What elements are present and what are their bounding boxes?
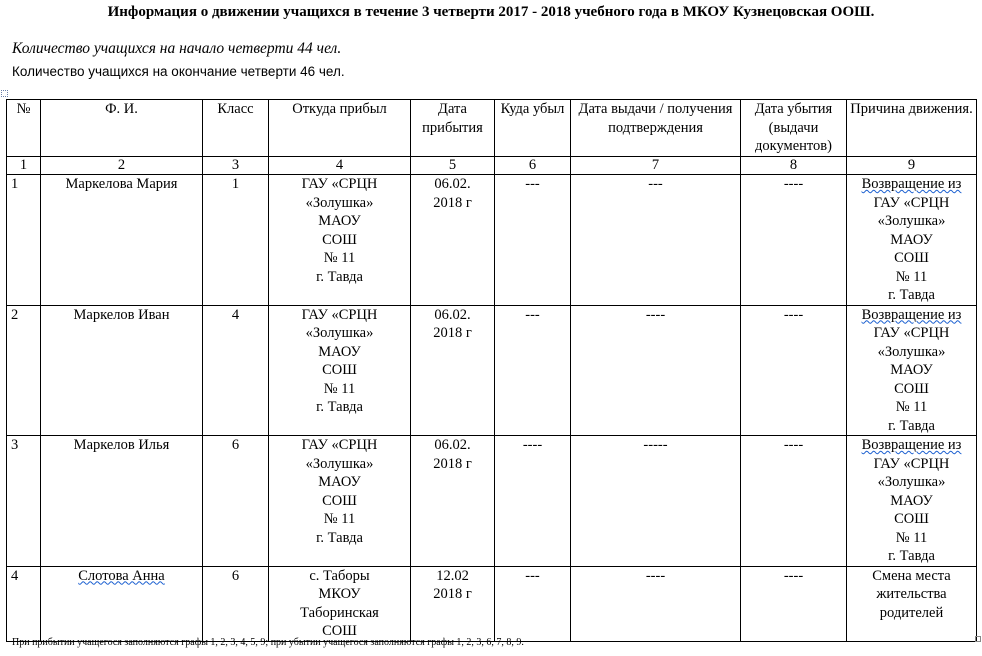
departure-date-cell: ---- (741, 175, 847, 306)
movement-reason-cell-line: Возвращение из (861, 176, 962, 192)
header-row (7, 100, 977, 157)
movement-reason-cell (847, 175, 977, 306)
arrived-from-cell-line: ГАУ «СРЦН (301, 176, 378, 192)
row-number-cell: 2 (7, 305, 41, 436)
table-row (7, 436, 977, 567)
movement-reason-cell-line: № 11 (895, 268, 928, 285)
confirmation-date-cell: ---- (571, 566, 741, 641)
movement-reason-cell (847, 436, 977, 567)
movement-reason-cell-line: МАОУ (890, 362, 933, 378)
movement-table (6, 99, 977, 642)
column-number: 9 (847, 157, 977, 175)
movement-reason-cell-line: Возвращение из (861, 306, 962, 323)
movement-reason-cell-line: № 11 (895, 399, 928, 415)
movement-reason-cell-line: г. Тавда (888, 417, 935, 434)
departure-date-cell: ---- (741, 305, 847, 436)
arrived-from-cell-line: «Золушка» (305, 194, 374, 211)
movement-reason-cell-line: «Золушка» (877, 474, 946, 490)
arrival-date-cell (411, 175, 495, 306)
arrived-from-cell-line: СОШ (322, 492, 357, 509)
movement-reason-cell-line: «Золушка» (877, 213, 946, 229)
movement-reason-cell (847, 566, 977, 641)
arrival-date-cell (411, 566, 495, 641)
movement-reason-cell-line: СОШ (894, 250, 929, 266)
footnote: При прибытии учащегося заполняются графы 1, 2, 3, 4, 5, 9; при убытии учащегося заполняются графы 1, 2, 3, 6, 7, 8, 9. (12, 637, 524, 648)
count-start: Количество учащихся на начало четверти 44 чел. (12, 40, 342, 57)
column-number-row (7, 157, 977, 175)
document-title: Информация о движении учащихся в течение 3 четверти 2017 - 2018 учебного года в МКОУ Кузнецовская ООШ. (107, 4, 875, 20)
row-number-cell: 4 (7, 566, 41, 641)
departed-to-cell: --- (495, 566, 571, 641)
movement-reason-cell-line: ГАУ «СРЦН (873, 455, 950, 472)
arrival-date-cell-line: 06.02. (434, 437, 471, 453)
departed-to-cell: ---- (495, 436, 571, 567)
arrived-from-cell-line: г. Тавда (316, 399, 363, 415)
arrived-from-cell-line: ГАУ «СРЦН (301, 437, 378, 453)
movement-reason-cell-line: № 11 (895, 529, 928, 546)
row-number-cell: 1 (7, 175, 41, 306)
arrived-from-cell-line: с. Таборы (309, 567, 370, 584)
arrival-date-cell (411, 305, 495, 436)
arrived-from-cell-line: № 11 (323, 250, 356, 266)
column-number: 8 (741, 157, 847, 175)
movement-reason-cell-line: г. Тавда (888, 287, 935, 303)
departure-date-cell: ---- (741, 566, 847, 641)
arrived-from-cell-line: Таборинская (300, 604, 379, 621)
arrived-from-cell (269, 436, 411, 567)
movement-reason-cell-line: г. Тавда (888, 548, 935, 564)
student-name-cell (41, 566, 203, 641)
arrived-from-cell-line: г. Тавда (316, 268, 363, 285)
arrived-from-cell-line: МАОУ (318, 213, 361, 229)
class-cell: 6 (203, 436, 269, 567)
arrived-from-cell-line: г. Тавда (316, 529, 363, 546)
arrived-from-cell-line: СОШ (322, 231, 357, 248)
column-number: 3 (203, 157, 269, 175)
movement-reason-cell-line: ГАУ «СРЦН (873, 194, 950, 211)
column-number: 1 (7, 157, 41, 175)
departed-to-cell: --- (495, 175, 571, 306)
departed-to-cell: --- (495, 305, 571, 436)
column-number: 7 (571, 157, 741, 175)
column-number: 5 (411, 157, 495, 175)
departure-date-cell: ---- (741, 436, 847, 567)
end-of-cell-mark (975, 636, 981, 642)
arrival-date-cell-line: 2018 г (433, 325, 472, 341)
table-row (7, 305, 977, 436)
arrival-date-cell-line: 2018 г (433, 194, 472, 211)
arrived-from-cell-line: СОШ (322, 623, 357, 639)
arrived-from-cell-line: МКОУ (318, 586, 361, 602)
arrived-from-cell (269, 305, 411, 436)
movement-reason-cell-line: Смена места (872, 567, 951, 584)
class-cell: 4 (203, 305, 269, 436)
confirmation-date-cell: --- (571, 175, 741, 306)
arrived-from-cell-line: ГАУ «СРЦН (301, 306, 378, 323)
confirmation-date-cell: ---- (571, 305, 741, 436)
movement-reason-cell-line: СОШ (894, 380, 929, 397)
student-name-cell: Маркелова Мария (41, 175, 203, 306)
table-anchor-icon[interactable] (1, 90, 8, 97)
header-cell: Дата выдачи / получения подтверждения (571, 100, 741, 157)
arrival-date-cell-line: 12.02 (436, 567, 469, 584)
confirmation-date-cell: ----- (571, 436, 741, 567)
arrival-date-cell-line: 06.02. (434, 176, 471, 192)
movement-reason-cell-line: родителей (879, 604, 944, 621)
header-cell: Ф. И. (41, 100, 203, 157)
movement-reason-cell-line: ГАУ «СРЦН (873, 325, 950, 341)
arrived-from-cell-line: СОШ (322, 362, 357, 378)
movement-reason-cell-line: Возвращение из (861, 437, 962, 453)
movement-reason-cell-line: МАОУ (890, 231, 933, 248)
arrived-from-cell (269, 566, 411, 641)
arrived-from-cell-line: № 11 (323, 511, 356, 527)
movement-reason-cell (847, 305, 977, 436)
movement-reason-cell-line: СОШ (894, 511, 929, 527)
header-cell: Куда убыл (495, 100, 571, 157)
movement-reason-cell-line: МАОУ (890, 492, 933, 509)
arrival-date-cell-line: 06.02. (434, 306, 471, 323)
student-name-text: Слотова Анна (78, 567, 165, 584)
arrived-from-cell-line: МАОУ (318, 474, 361, 490)
header-cell: Класс (203, 100, 269, 157)
column-number: 4 (269, 157, 411, 175)
arrival-date-cell (411, 436, 495, 567)
arrived-from-cell-line: № 11 (323, 380, 356, 397)
column-number: 2 (41, 157, 203, 175)
arrival-date-cell-line: 2018 г (433, 455, 472, 472)
arrival-date-cell-line: 2018 г (433, 586, 472, 602)
arrived-from-cell (269, 175, 411, 306)
header-cell: Откуда прибыл (269, 100, 411, 157)
count-end: Количество учащихся на окончание четверти 46 чел. (12, 64, 345, 79)
header-cell: Дата прибытия (411, 100, 495, 157)
class-cell: 1 (203, 175, 269, 306)
arrived-from-cell-line: «Золушка» (305, 325, 374, 341)
table-row (7, 175, 977, 306)
class-cell: 6 (203, 566, 269, 641)
header-cell: № (7, 100, 41, 157)
movement-reason-cell-line: «Золушка» (877, 343, 946, 360)
header-cell: Дата убытия (выдачи документов) (741, 100, 847, 157)
arrived-from-cell-line: МАОУ (318, 343, 361, 360)
table-row (7, 566, 977, 641)
column-number: 6 (495, 157, 571, 175)
header-cell: Причина движения. (847, 100, 977, 157)
movement-reason-cell-line: жительства (876, 586, 947, 602)
student-name-cell: Маркелов Илья (41, 436, 203, 567)
student-name-cell: Маркелов Иван (41, 305, 203, 436)
row-number-cell: 3 (7, 436, 41, 567)
arrived-from-cell-line: «Золушка» (305, 455, 374, 472)
